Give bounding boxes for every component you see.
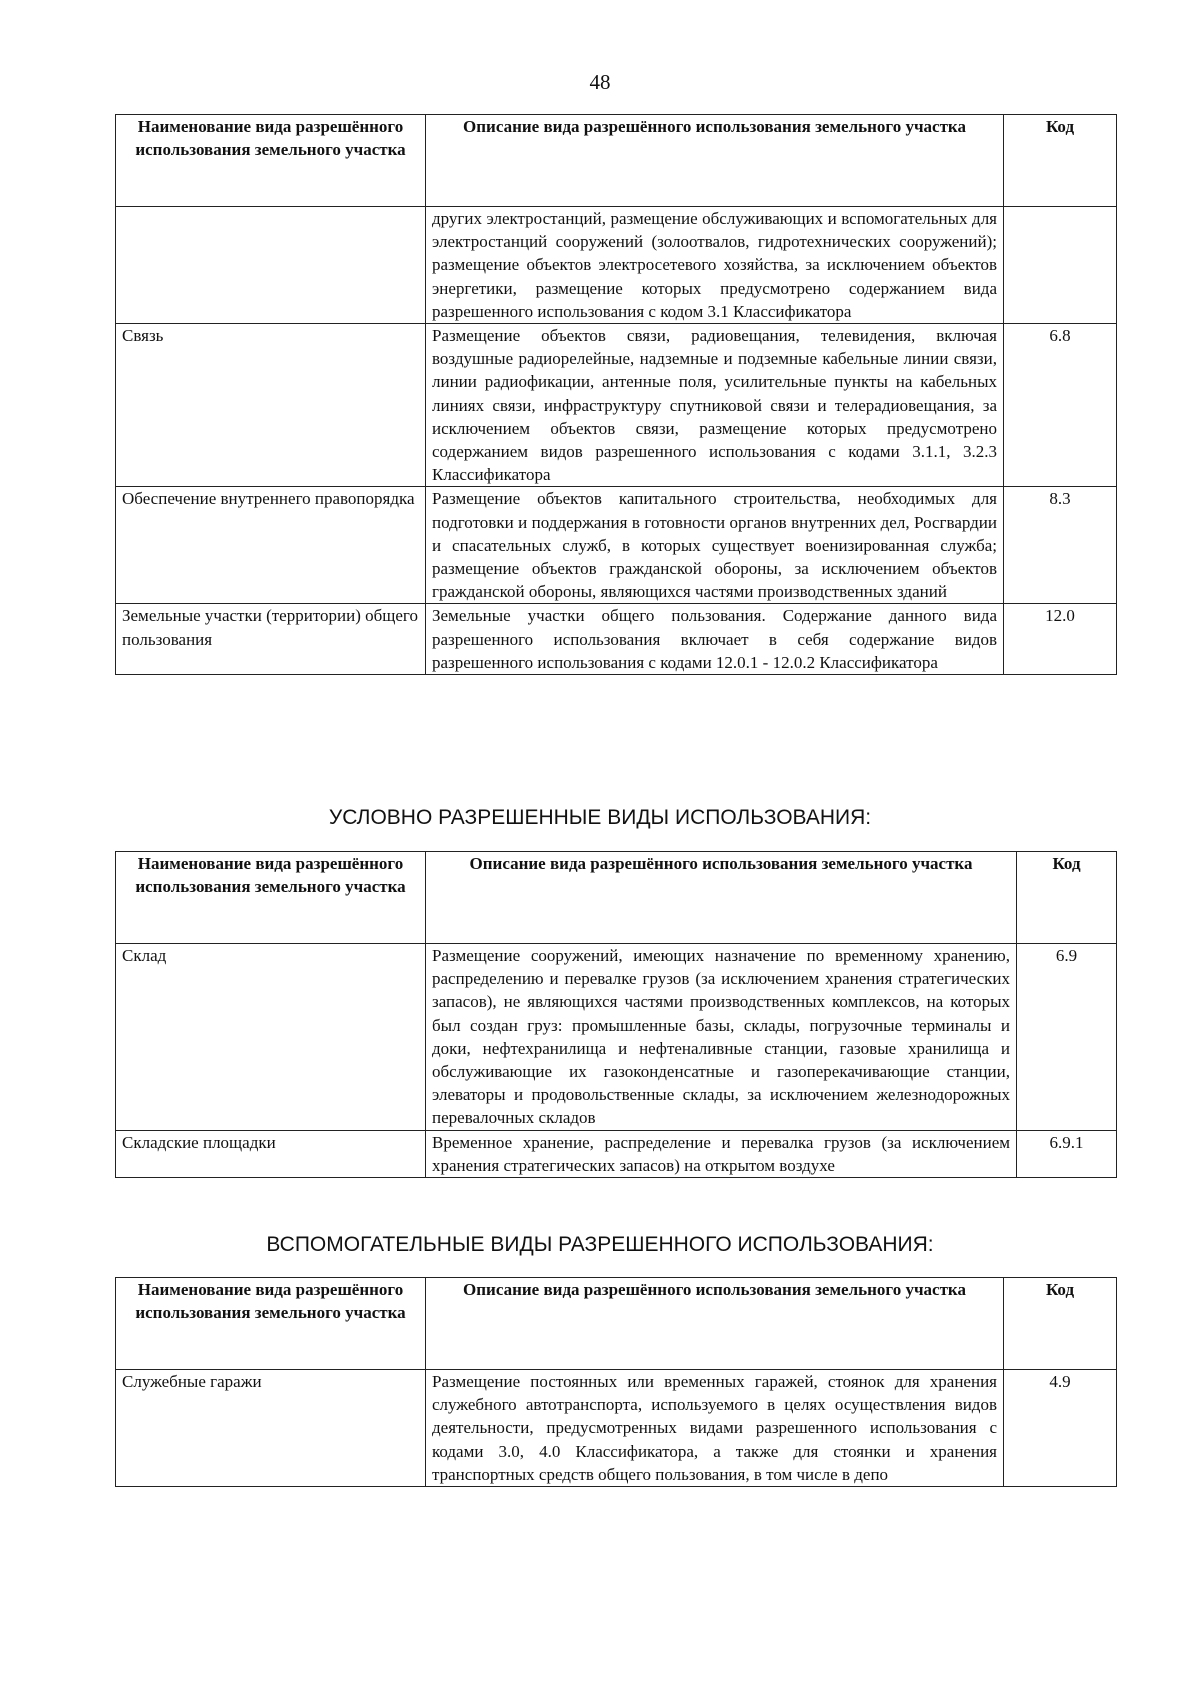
row-description: Размещение сооружений, имеющих назначение по временному хранению, распределению и перевалке грузов (за исключением хранения стратегических запасов), не являющихся частями производственных комплексов, на которых был создан груз: промышленные базы, склады, погрузочные терминалы и доки, нефтехранилища и нефтеналивные станции, газовые хранилища и обслуживающие их газоконденсатные и газоперекачивающие станции, элеваторы и продовольственные склады, за исключением железнодорожных перевалочных складов bbox=[426, 944, 1017, 1131]
conditional-uses-table bbox=[115, 851, 1117, 1178]
row-description: Земельные участки общего пользования. Содержание данного вида разрешенного использования включает в себя содержание видов разрешенного использования с кодами 12.0.1 - 12.0.2 Классификатора bbox=[426, 604, 1004, 675]
column-header-description: Описание вида разрешённого использования земельного участка bbox=[426, 1278, 1004, 1370]
table-row bbox=[116, 1130, 1117, 1177]
column-header-code: Код bbox=[1004, 1278, 1117, 1370]
table-header-row bbox=[116, 1278, 1117, 1370]
row-name: Служебные гаражи bbox=[116, 1370, 426, 1487]
row-code: 4.9 bbox=[1004, 1370, 1117, 1487]
row-description: других электростанций, размещение обслуживающих и вспомогательных для электростанций сооружений (золоотвалов, гидротехнических сооружений); размещение объектов электросетевого хозяйства, за исключением объектов энергетики, размещение которых предусмотрено содержанием вида разрешенного использования с кодом 3.1 Классификатора bbox=[426, 207, 1004, 324]
row-name bbox=[116, 207, 426, 324]
row-code: 6.9 bbox=[1017, 944, 1117, 1131]
table-header-row bbox=[116, 115, 1117, 207]
table-row bbox=[116, 1370, 1117, 1487]
column-header-code: Код bbox=[1004, 115, 1117, 207]
row-name: Связь bbox=[116, 324, 426, 487]
table-row bbox=[116, 207, 1117, 324]
column-header-description: Описание вида разрешённого использования земельного участка bbox=[426, 852, 1017, 944]
column-header-name: Наименование вида разрешённого использования земельного участка bbox=[116, 115, 426, 207]
row-name: Склад bbox=[116, 944, 426, 1131]
row-name: Обеспечение внутреннего правопорядка bbox=[116, 487, 426, 604]
row-description: Размещение объектов капитального строительства, необходимых для подготовки и поддержания в готовности органов внутренних дел, Росгвардии и спасательных служб, в которых существует военизированная служба; размещение объектов гражданской обороны, за исключением объектов гражданской обороны, являющихся частями производственных зданий bbox=[426, 487, 1004, 604]
page-number: 48 bbox=[589, 70, 611, 94]
column-header-description: Описание вида разрешённого использования земельного участка bbox=[426, 115, 1004, 207]
row-description: Размещение постоянных или временных гаражей, стоянок для хранения служебного автотранспорта, используемого в целях осуществления видов деятельности, предусмотренных видами разрешенного использования с кодами 3.0, 4.0 Классификатора, а также для стоянки и хранения транспортных средств общего пользования, в том числе в депо bbox=[426, 1370, 1004, 1487]
table-header-row bbox=[116, 852, 1117, 944]
section-title-conditional-uses: УСЛОВНО РАЗРЕШЕННЫЕ ВИДЫ ИСПОЛЬЗОВАНИЯ: bbox=[328, 806, 872, 829]
row-code bbox=[1004, 207, 1117, 324]
column-header-name: Наименование вида разрешённого использования земельного участка bbox=[116, 1278, 426, 1370]
table-row bbox=[116, 487, 1117, 604]
column-header-name: Наименование вида разрешённого использования земельного участка bbox=[116, 852, 426, 944]
table-row bbox=[116, 604, 1117, 675]
section-title-auxiliary-uses: ВСПОМОГАТЕЛЬНЫЕ ВИДЫ РАЗРЕШЕННОГО ИСПОЛЬЗОВАНИЯ: bbox=[266, 1233, 934, 1256]
row-name: Складские площадки bbox=[116, 1130, 426, 1177]
column-header-code: Код bbox=[1017, 852, 1117, 944]
auxiliary-uses-table bbox=[115, 1277, 1117, 1487]
table-row bbox=[116, 324, 1117, 487]
row-code: 12.0 bbox=[1004, 604, 1117, 675]
row-code: 6.9.1 bbox=[1017, 1130, 1117, 1177]
row-name: Земельные участки (территории) общего пользования bbox=[116, 604, 426, 675]
row-code: 8.3 bbox=[1004, 487, 1117, 604]
row-code: 6.8 bbox=[1004, 324, 1117, 487]
row-description: Временное хранение, распределение и перевалка грузов (за исключением хранения стратегических запасов) на открытом воздухе bbox=[426, 1130, 1017, 1177]
table-row bbox=[116, 944, 1117, 1131]
row-description: Размещение объектов связи, радиовещания, телевидения, включая воздушные радиорелейные, надземные и подземные кабельные линии связи, линии радиофикации, антенные поля, усилительные пункты на кабельных линиях связи, инфраструктуру спутниковой связи и телерадиовещания, за исключением объектов связи, размещение которых предусмотрено содержанием видов разрешенного использования с кодами 3.1.1, 3.2.3 Классификатора bbox=[426, 324, 1004, 487]
permitted-uses-table bbox=[115, 114, 1117, 675]
